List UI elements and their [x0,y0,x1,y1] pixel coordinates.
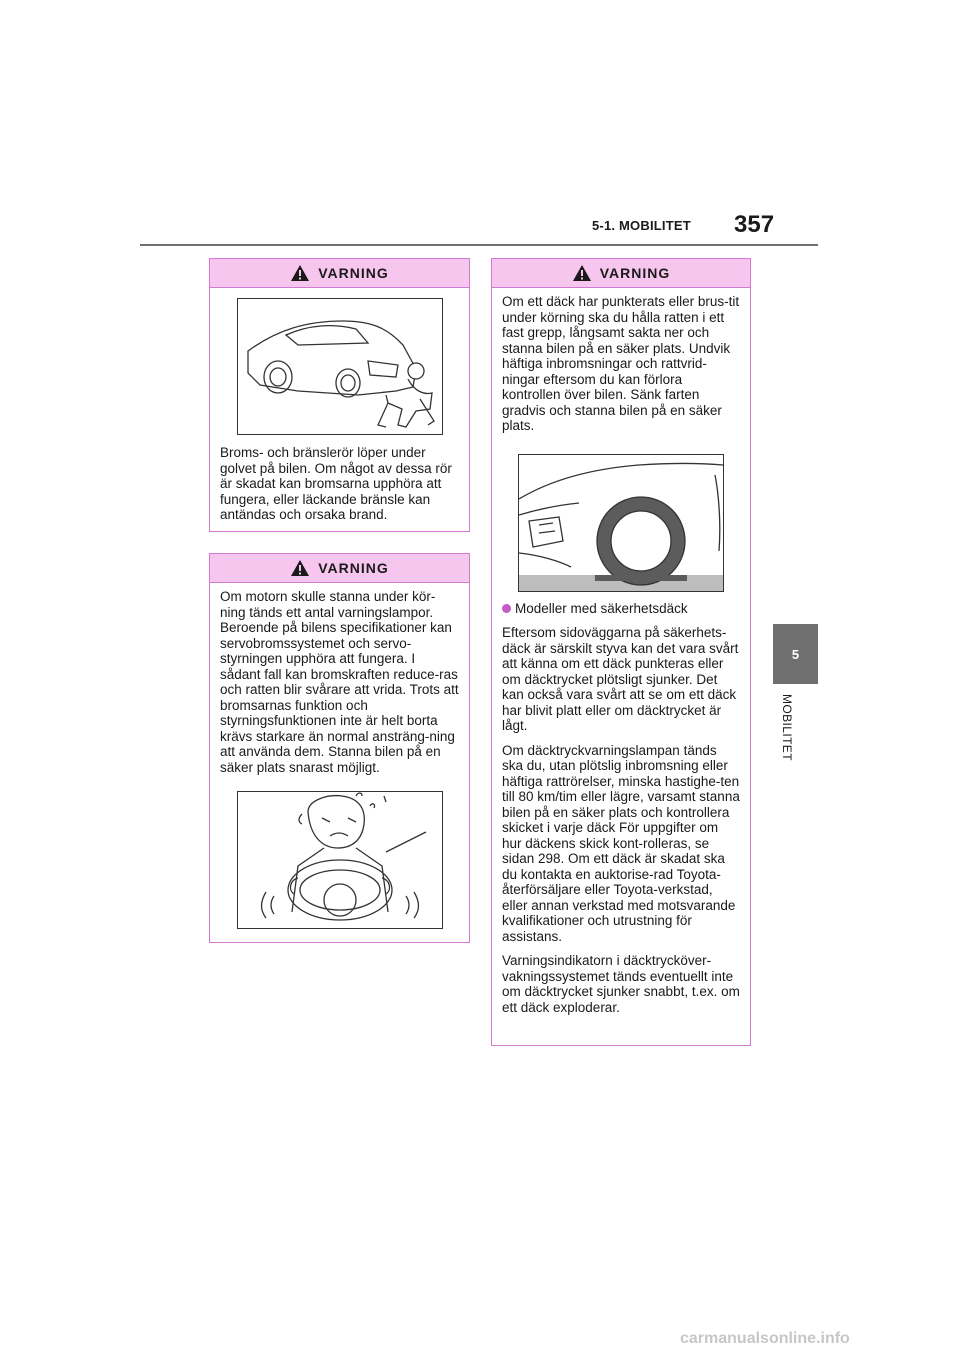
warning-body [210,589,469,929]
bullet-dot-icon [502,604,511,613]
warning-title: VARNING [599,265,671,281]
warning-text: Om ett däck har punkterats eller brus-tit under körning ska du hålla ratten i ett fast grepp, långsamt sakta ner och stanna bilen på en säker plats. Undvik häftiga inbromsningar och rattvrid-ningar eftersom du kan förlora kontrollen över bilen. Sänk farten gradvis och stanna bilen på en säker plats. [502,294,740,433]
chapter-label: MOBILITET [780,694,794,761]
run-flat-tire-illustration [518,454,724,592]
warning-header [210,554,469,583]
warning-box-puncture [491,258,751,1046]
bullet-text: Modeller med säkerhetsdäck [515,600,688,616]
bullet-item [502,601,740,617]
watermark: carmanualsonline.info [680,1330,850,1347]
chapter-tab: 5 [773,624,818,684]
warning-body [492,294,750,1015]
paragraph: Om däcktryckvarningslampan tänds ska du, utan plötslig inbromsning eller häftiga rattrörelser, minska hastighe-ten till 80 km/tim eller lägre, varsamt stanna bilen på en säker plats och kontrollera skicket i varje däck För uppgifter om hur däckens skick kont-rolleras, se sidan 298. Om ett däck är skadat ska du kontakta en auktorise-rad Toyota-återförsäljare eller Toyota-verkstad, eller annan verkstad med motsvarande kvalifikationer och utrustning för assistans. [502,742,740,944]
warning-header [210,259,469,288]
warning-text: Broms- och bränslerör löper under golvet på bilen. Om något av dessa rör är skadat kan bromsarna upphöra att fungera, eller läckande bränsle kan antändas och orsaka brand. [220,445,452,522]
warning-title: VARNING [318,560,389,576]
warning-body [210,298,469,523]
paragraph: Eftersom sidoväggarna på säkerhets-däck är särskilt styva kan det vara svårt att känna om ett däck punkteras eller om däcktrycket plötsligt sjunker. Det kan också vara svårt att se om ett däck har blivit platt eller om däcktrycket är lågt. [502,625,739,733]
warning-title: VARNING [318,265,389,281]
warning-text: Om motorn skulle stanna under kör-ning tänds ett antal varningslampor. Beroende på bilens specifikationer kan servobromssystemet och servo-styrningen upphöra att fungera. I sådant fall kan bromskraften reduce-ras och ratten blir svårare att vrida. Trots att bromsarnas funktion och styrningsfunktionen inte är helt borta krävs starkare än normal ansträng-ning att använda dem. Stanna bilen på en säker plats snarast möjligt. [220,589,459,775]
warning-box-brake-lines [209,258,470,532]
header-rule [140,244,818,246]
warning-box-engine-stall [209,553,470,943]
warning-triangle-icon [290,264,310,282]
driver-steering-illustration [237,791,443,929]
warning-triangle-icon [290,559,310,577]
warning-triangle-icon [572,264,592,282]
page-number: 357 [734,211,775,238]
paragraph: Varningsindikatorn i däcktrycköver-vakningssystemet tänds eventuellt inte om däcktrycket sjunker snabbt, t.ex. om ett däck exploderar. [502,953,740,1015]
section-title: 5-1. MOBILITET [592,218,691,233]
car-underside-illustration [237,298,443,435]
warning-header [492,259,750,288]
